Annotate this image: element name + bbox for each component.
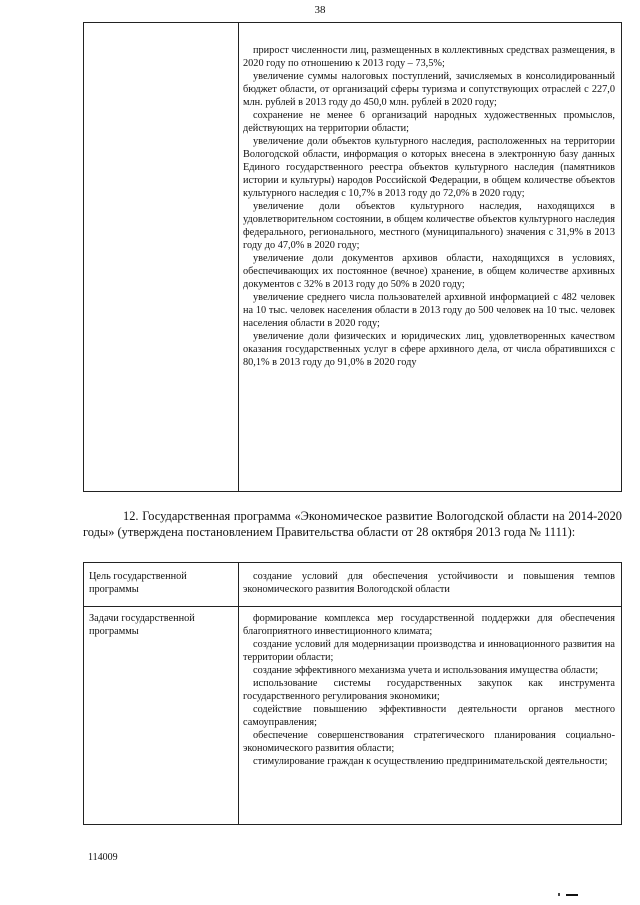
- task-item: содействие повышению эффективности деятельности органов местного самоуправления;: [243, 704, 615, 728]
- indicator-paragraph: увеличение доли документов архивов области, находящихся в условиях, обеспечивающих их постоянное (вечное) хранение, в общем количестве архивных документов с 32% в 2013 году до 50% в 2020 году;: [243, 253, 615, 290]
- indicator-paragraph: увеличение суммы налоговых поступлений, зачисляемых в консолидированный бюджет области, от организаций сферы туризма и сопутствующих отраслей с 227,0 млн. рублей в 2013 году до 450,0 млн. рублей в 2020 году;: [243, 71, 615, 108]
- section-heading-text: 12. Государственная программа «Экономическое развитие Вологодской области на 2014-2020 годы» (утверждена постановлением Правительства области от 28 октября 2013 года № 1111):: [83, 509, 622, 539]
- indicator-paragraph: увеличение доли объектов культурного наследия, находящихся в удовлетворительном состоянии, в общем количестве объектов культурного наследия федерального, регионального, местного (муниципального) значения с 31,9% в 2013 году до 47,0% в 2020 году;: [243, 201, 615, 251]
- column-divider: [238, 23, 239, 491]
- task-item: формирование комплекса мер государственной поддержки для обеспечения благоприятного инвестиционного климата;: [243, 613, 615, 637]
- indicator-paragraph: прирост численности лиц, размещенных в коллективных средствах размещения, в 2020 году по отношению к 2013 году – 73,5%;: [243, 45, 615, 69]
- goal-text: создание условий для обеспечения устойчивости и повышения темпов экономического развития Вологодской области: [243, 571, 615, 595]
- indicator-paragraph: увеличение доли физических и юридических лиц, удовлетворенных качеством оказания государственных услуг в сфере архивного дела, от числа обратившихся с 80,1% в 2013 году до 91,0% в 2020 году: [243, 331, 615, 368]
- task-item: обеспечение совершенствования стратегического планирования социально-экономического развития области;: [243, 730, 615, 754]
- tasks-cell: [243, 612, 615, 768]
- goal-cell: [243, 570, 615, 596]
- scan-artifact: [558, 893, 560, 896]
- row-divider: [84, 606, 621, 607]
- document-code: 114009: [88, 852, 118, 863]
- program-passport-table: [83, 562, 622, 825]
- indicators-cell: [243, 44, 615, 369]
- indicators-table-continued: [83, 22, 622, 492]
- task-item: стимулирование граждан к осуществлению предпринимательской деятельности;: [253, 756, 608, 767]
- indicator-paragraph: увеличение доли объектов культурного наследия, расположенных на территории Вологодской области, информация о которых внесена в электронную базу данных Единого государственного реестра объектов культурного наследия (памятников истории и культуры) народов Российской Федерации, в общем количестве объектов культурного наследия с 10,7% в 2013 году до 72,0% в 2020 году;: [243, 136, 615, 199]
- task-item: создание условий для модернизации производства и инновационного развития на территории области;: [243, 639, 615, 663]
- task-item: создание эффективного механизма учета и использования имущества области;: [253, 665, 599, 676]
- task-item: использование системы государственных закупок как инструмента государственного регулирования экономики;: [243, 678, 615, 702]
- indicator-paragraph: увеличение среднего числа пользователей архивной информацией с 482 человек на 10 тыс. человек населения области в 2013 году до 500 человек на 10 тыс. человек населения области в 2020 году;: [243, 292, 615, 329]
- tasks-label: Задачи государственной программы: [89, 613, 195, 637]
- page-number: 38: [314, 4, 326, 16]
- indicator-paragraph: сохранение не менее 6 организаций народных художественных промыслов, действующих на территории области;: [243, 110, 615, 134]
- scan-artifact: [566, 894, 578, 896]
- column-divider: [238, 563, 239, 824]
- section-heading: [83, 508, 622, 540]
- goal-label: Цель государственной программы: [89, 571, 187, 595]
